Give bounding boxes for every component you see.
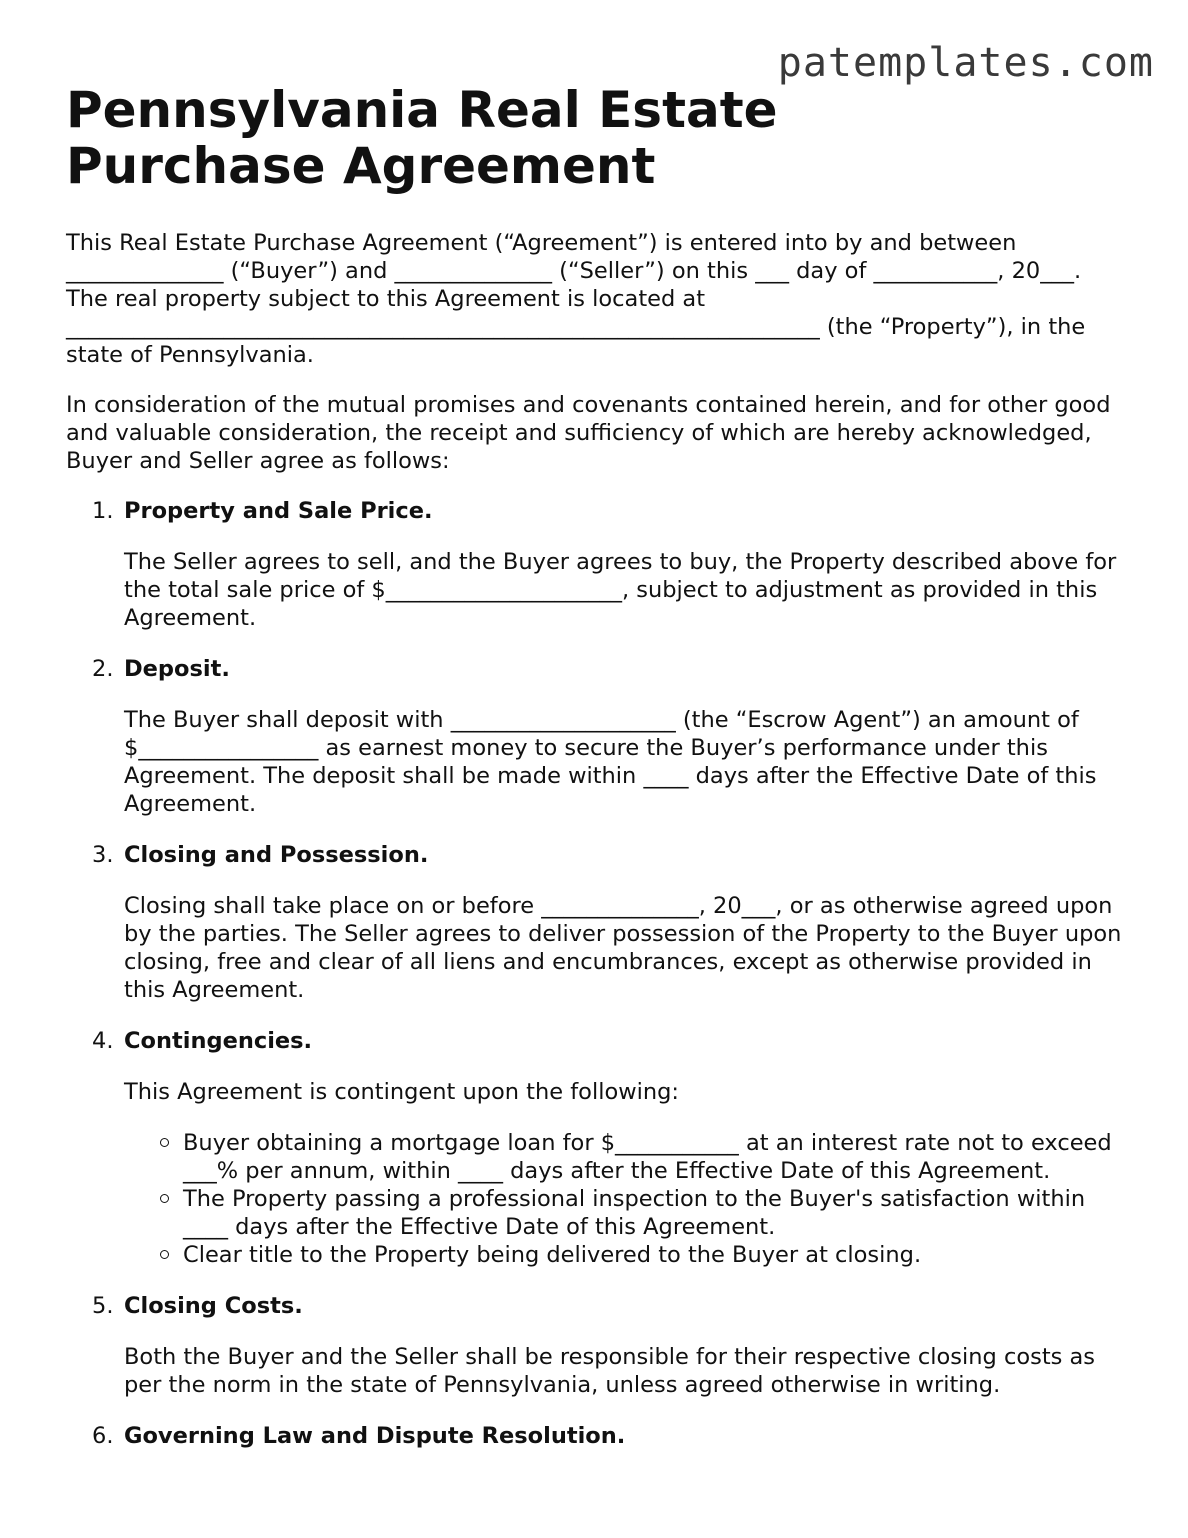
document-page <box>66 82 1128 1473</box>
contingency-text: Clear title to the Property being delivered to the Buyer at closing. <box>183 1242 922 1268</box>
circle-bullet-icon <box>160 1194 169 1203</box>
contingency-list <box>124 1129 1128 1269</box>
section-closing-possession <box>66 841 1128 1004</box>
list-item <box>124 1185 1128 1241</box>
list-item <box>124 1241 1128 1269</box>
section-body: This Agreement is contingent upon the following: <box>124 1079 679 1105</box>
section-property-sale-price <box>66 497 1128 632</box>
section-body: Closing shall take place on or before ______________, 20___, or as otherwise agreed upon by the parties. The Seller agrees to deliver possession of the Property to the Buyer upon closing, free and clear of all liens and encumbrances, except as otherwise provided in this Agreement. <box>124 893 1122 1003</box>
section-body: The Seller agrees to sell, and the Buyer agrees to buy, the Property described above for the total sale price of $_____________________, subject to adjustment as provided in this Agreement. <box>124 549 1117 631</box>
intro-paragraph: This Real Estate Purchase Agreement (“Agreement”) is entered into by and between ______________ (“Buyer”) and ______________ (“Seller”) on this ___ day of ___________, 20___. The real property subject to this Agreement is located at ___________________________________________________________________ (the “Property”), in the state of Pennsylvania. <box>66 230 1086 368</box>
section-deposit <box>66 655 1128 818</box>
section-governing-law <box>66 1422 1128 1450</box>
document-title: Pennsylvania Real Estate Purchase Agreement <box>66 81 778 195</box>
circle-bullet-icon <box>160 1138 169 1147</box>
list-item <box>124 1129 1128 1185</box>
section-title: Closing and Possession. <box>124 842 429 868</box>
section-number: 6. <box>92 1423 114 1449</box>
section-body: Both the Buyer and the Seller shall be responsible for their respective closing costs as per the norm in the state of Pennsylvania, unless agreed otherwise in writing. <box>124 1344 1096 1398</box>
section-title: Contingencies. <box>124 1028 313 1054</box>
section-title: Deposit. <box>124 656 230 682</box>
section-title: Governing Law and Dispute Resolution. <box>124 1423 626 1449</box>
section-closing-costs <box>66 1292 1128 1399</box>
consideration-paragraph: In consideration of the mutual promises and covenants contained herein, and for other good and valuable consideration, the receipt and sufficiency of which are hereby acknowledged, Buyer and Seller agree as follows: <box>66 392 1111 474</box>
circle-bullet-icon <box>160 1250 169 1259</box>
section-number: 1. <box>92 498 114 524</box>
section-number: 4. <box>92 1028 114 1054</box>
contingency-text: Buyer obtaining a mortgage loan for $___________ at an interest rate not to exceed ___% per annum, within ____ days after the Effective Date of this Agreement. <box>183 1130 1112 1184</box>
sections-list <box>66 497 1128 1450</box>
section-title: Closing Costs. <box>124 1293 303 1319</box>
section-body: The Buyer shall deposit with ____________________ (the “Escrow Agent”) an amount of $________________ as earnest money to secure the Buyer’s performance under this Agreement. The deposit shall be made within ____ days after the Effective Date of this Agreement. <box>124 707 1097 817</box>
watermark: patemplates.com <box>777 40 1154 86</box>
contingency-text: The Property passing a professional inspection to the Buyer's satisfaction within ____ days after the Effective Date of this Agreement. <box>183 1186 1086 1240</box>
section-number: 3. <box>92 842 114 868</box>
section-number: 2. <box>92 656 114 682</box>
section-number: 5. <box>92 1293 114 1319</box>
section-contingencies <box>66 1027 1128 1269</box>
section-title: Property and Sale Price. <box>124 498 433 524</box>
